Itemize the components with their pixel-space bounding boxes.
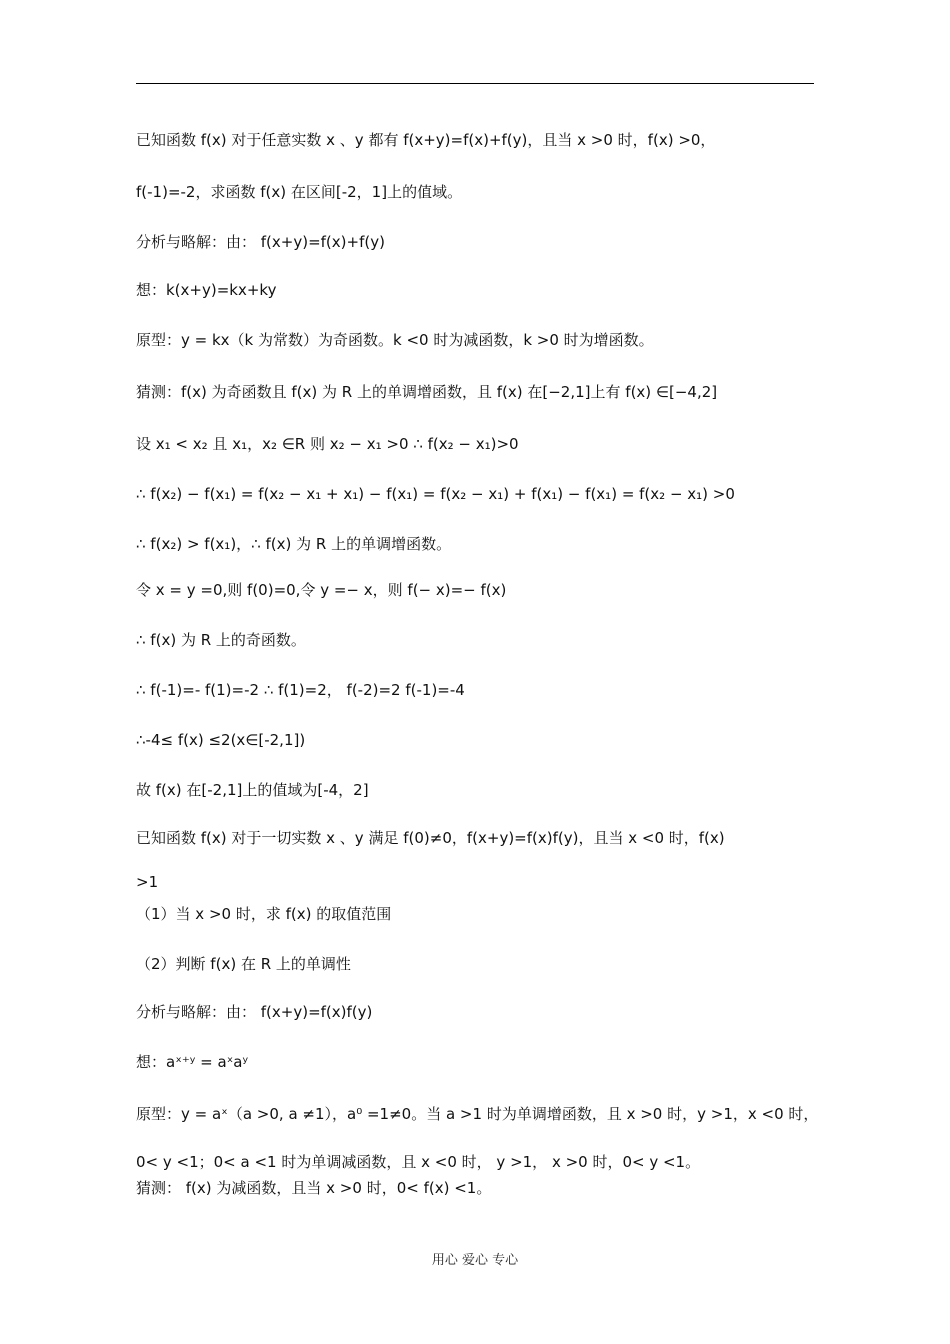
line-06: 猜测：f(x) 为奇函数且 f(x) 为 R 上的单调增函数，且 f(x) 在[−2,1]上有 f(x) ∈[−4,2] <box>136 383 718 401</box>
line-22: 0< y <1；0< a <1 时为单调减函数，且 x <0 时， y >1， x >0 时，0< y <1。 <box>136 1153 701 1171</box>
line-21: 原型：y = aˣ（a >0, a ≠1），a⁰ =1≠0。当 a >1 时为单调增函数，且 x >0 时，y >1，x <0 时， <box>136 1105 819 1123</box>
line-07: 设 x₁ < x₂ 且 x₁，x₂ ∈R 则 x₂ − x₁ >0 ∴ f(x₂ − x₁)>0 <box>136 435 519 453</box>
line-09: ∴ f(x₂) > f(x₁)，∴ f(x) 为 R 上的单调增函数。 <box>136 535 452 553</box>
line-14: 故 f(x) 在[-2,1]上的值域为[-4，2] <box>136 781 369 799</box>
line-16: >1 <box>136 873 159 891</box>
line-19: 分析与略解：由： f(x+y)=f(x)f(y) <box>136 1003 373 1021</box>
line-10: 令 x = y =0,则 f(0)=0,令 y =− x，则 f(− x)=− f(x) <box>136 581 507 599</box>
line-23: 猜测： f(x) 为减函数，且当 x >0 时，0< f(x) <1。 <box>136 1179 492 1197</box>
line-11: ∴ f(x) 为 R 上的奇函数。 <box>136 631 306 649</box>
line-04: 想：k(x+y)=kx+ky <box>136 281 277 299</box>
line-03: 分析与略解：由： f(x+y)=f(x)+f(y) <box>136 233 385 251</box>
line-01: 已知函数 f(x) 对于任意实数 x 、y 都有 f(x+y)=f(x)+f(y)，且当 x >0 时，f(x) >0， <box>136 131 716 149</box>
line-12: ∴ f(-1)=- f(1)=-2 ∴ f(1)=2， f(-2)=2 f(-1)=-4 <box>136 681 465 699</box>
line-13: ∴-4≤ f(x) ≤2(x∈[-2,1]) <box>136 731 306 749</box>
line-20: 想：aˣ⁺ʸ = aˣaʸ <box>136 1053 249 1071</box>
line-08: ∴ f(x₂) − f(x₁) = f(x₂ − x₁ + x₁) − f(x₁) = f(x₂ − x₁) + f(x₁) − f(x₁) = f(x₂ − x₁) >0 <box>136 485 735 503</box>
line-18: （2）判断 f(x) 在 R 上的单调性 <box>136 955 351 973</box>
line-15: 已知函数 f(x) 对于一切实数 x 、y 满足 f(0)≠0，f(x+y)=f(x)f(y)，且当 x <0 时，f(x) <box>136 829 725 847</box>
line-17: （1）当 x >0 时，求 f(x) 的取值范围 <box>136 905 392 923</box>
line-02: f(-1)=-2，求函数 f(x) 在区间[-2，1]上的值域。 <box>136 183 463 201</box>
line-05: 原型：y = kx（k 为常数）为奇函数。k <0 时为减函数，k >0 时为增函数。 <box>136 331 654 349</box>
page-footer: 用心 爱心 专心 <box>431 1253 519 1268</box>
header-rule <box>136 83 814 84</box>
